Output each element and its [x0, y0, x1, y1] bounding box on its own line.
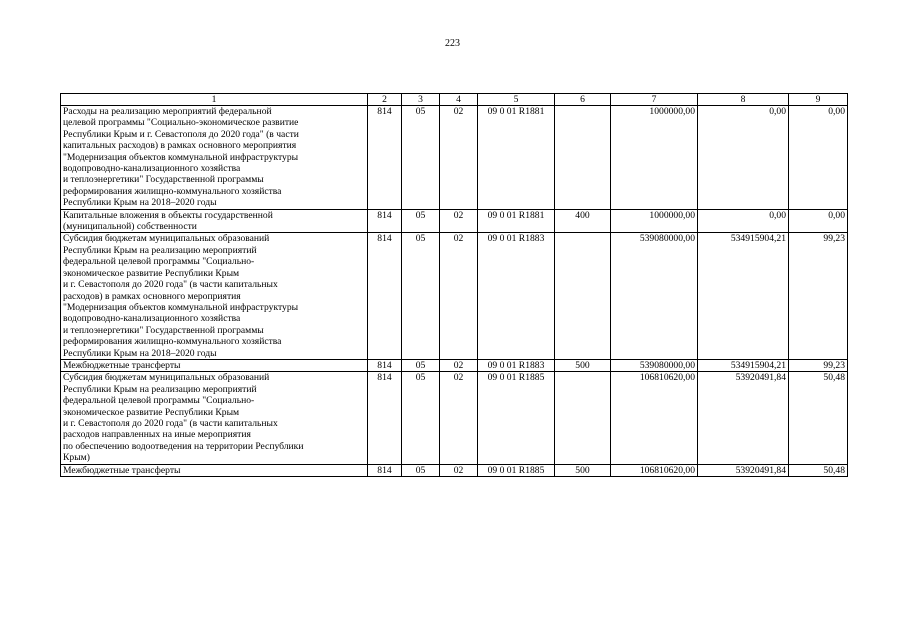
column-header: 6 — [555, 94, 611, 106]
table-row — [61, 106, 848, 210]
cell-execution-percent: 99,23 — [789, 359, 848, 371]
cell-admin-code: 814 — [368, 359, 402, 371]
cell-section: 05 — [402, 359, 440, 371]
cell-target-article: 09 0 01 R1885 — [478, 464, 555, 476]
cell-executed-amount: 0,00 — [698, 106, 789, 210]
cell-expense-type: 500 — [555, 464, 611, 476]
cell-execution-percent: 50,48 — [789, 464, 848, 476]
cell-approved-amount: 539080000,00 — [611, 233, 698, 359]
cell-execution-percent: 50,48 — [789, 372, 848, 464]
cell-subsection: 02 — [440, 209, 478, 233]
column-header: 2 — [368, 94, 402, 106]
cell-expense-type — [555, 233, 611, 359]
cell-admin-code: 814 — [368, 372, 402, 464]
cell-expense-type — [555, 372, 611, 464]
cell-section: 05 — [402, 464, 440, 476]
column-header: 8 — [698, 94, 789, 106]
cell-section: 05 — [402, 372, 440, 464]
cell-approved-amount: 1000000,00 — [611, 106, 698, 210]
table-row — [61, 233, 848, 359]
table-row — [61, 359, 848, 371]
row-description: Субсидия бюджетам муниципальных образований Республики Крым на реализацию мероприятий федеральной целевой программы "Социально- экономическое развитие Республики Крым и г. Севастополя до 2020 года" (в части капитальных расходов) в рамках основного мероприятия "Модернизация объектов коммунальной инфраструктуры водопроводно-канализационного хозяйства и теплоэнергетики" Государственной программы реформирования жилищно-коммунального хозяйства Республики Крым на 2018–2020 годы — [61, 233, 368, 359]
table-row — [61, 372, 848, 464]
cell-section: 05 — [402, 209, 440, 233]
cell-subsection: 02 — [440, 233, 478, 359]
cell-admin-code: 814 — [368, 106, 402, 210]
cell-approved-amount: 106810620,00 — [611, 372, 698, 464]
cell-admin-code: 814 — [368, 233, 402, 359]
column-header: 5 — [478, 94, 555, 106]
cell-target-article: 09 0 01 R1883 — [478, 233, 555, 359]
cell-admin-code: 814 — [368, 209, 402, 233]
cell-approved-amount: 1000000,00 — [611, 209, 698, 233]
row-description: Капитальные вложения в объекты государственной (муниципальной) собственности — [61, 209, 368, 233]
cell-approved-amount: 539080000,00 — [611, 359, 698, 371]
cell-approved-amount: 106810620,00 — [611, 464, 698, 476]
cell-execution-percent: 0,00 — [789, 209, 848, 233]
cell-executed-amount: 53920491,84 — [698, 464, 789, 476]
cell-execution-percent: 0,00 — [789, 106, 848, 210]
cell-target-article: 09 0 01 R1881 — [478, 209, 555, 233]
cell-subsection: 02 — [440, 372, 478, 464]
cell-subsection: 02 — [440, 464, 478, 476]
cell-section: 05 — [402, 233, 440, 359]
cell-target-article: 09 0 01 R1883 — [478, 359, 555, 371]
cell-section: 05 — [402, 106, 440, 210]
budget-table — [60, 93, 848, 477]
cell-expense-type: 500 — [555, 359, 611, 371]
cell-executed-amount: 534915904,21 — [698, 233, 789, 359]
row-description: Межбюджетные трансферты — [61, 464, 368, 476]
column-header: 9 — [789, 94, 848, 106]
page-number: 223 — [445, 38, 460, 49]
cell-expense-type — [555, 106, 611, 210]
column-header: 7 — [611, 94, 698, 106]
cell-target-article: 09 0 01 R1885 — [478, 372, 555, 464]
cell-execution-percent: 99,23 — [789, 233, 848, 359]
table-row — [61, 209, 848, 233]
row-description: Межбюджетные трансферты — [61, 359, 368, 371]
row-description: Расходы на реализацию мероприятий федеральной целевой программы "Социально-экономическое развитие Республики Крым и г. Севастополя до 2020 года" (в части капитальных расходов) в рамках основного мероприятия "Модернизация объектов коммунальной инфраструктуры водопроводно-канализационного хозяйства и теплоэнергетики" Государственной программы реформирования жилищно-коммунального хозяйства Республики Крым на 2018–2020 годы — [61, 106, 368, 210]
header-row — [61, 94, 848, 106]
cell-expense-type: 400 — [555, 209, 611, 233]
column-header: 1 — [61, 94, 368, 106]
cell-subsection: 02 — [440, 106, 478, 210]
column-header: 4 — [440, 94, 478, 106]
cell-executed-amount: 534915904,21 — [698, 359, 789, 371]
cell-target-article: 09 0 01 R1881 — [478, 106, 555, 210]
column-header: 3 — [402, 94, 440, 106]
table-row — [61, 464, 848, 476]
cell-executed-amount: 0,00 — [698, 209, 789, 233]
cell-executed-amount: 53920491,84 — [698, 372, 789, 464]
cell-subsection: 02 — [440, 359, 478, 371]
cell-admin-code: 814 — [368, 464, 402, 476]
row-description: Субсидия бюджетам муниципальных образований Республики Крым на реализацию мероприятий федеральной целевой программы "Социально- экономическое развитие Республики Крым и г. Севастополя до 2020 года" (в части капитальных расходов направленных на иные мероприятия по обеспечению водоотведения на территории Республики Крым) — [61, 372, 368, 464]
